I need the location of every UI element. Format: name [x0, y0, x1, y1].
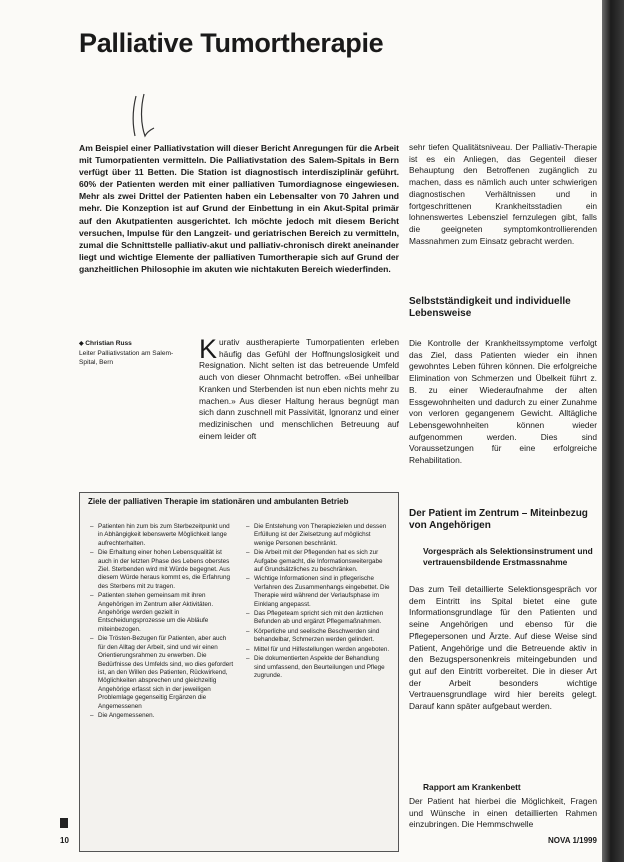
subheading-bedside-report: Rapport am Krankenbett: [423, 782, 521, 792]
body-text: urativ austherapierte Tumorpatienten erleben häufig das Gefühl der Hoffnungslosigkeit und Resignation. Nicht selten ist das betreuende Umfeld auch von dieser Ohnmacht betroffen. «Bei unheilbar Kranken und Sterbenden ist nun eben nichts mehr zu machen.» Aus dieser Haltung heraus begnügt man sich dann zuschnell mit Passivität, Ignoranz und einer medizinischen und menschlichen Betreuung auf einem leider oft: [199, 337, 399, 441]
goal-item: – Patienten stehen gemeinsam mit ihren Angehörigen im Zentrum aller Aktivitäten. Angehörige werden gezielt in Entscheidungsprozesse um die Abläufe miteinbezogen.: [90, 592, 234, 634]
goal-item: – Patienten hin zum bis zum Sterbezeitpunkt und in Abhängigkeit lebenswerte Möglichkeit lange aufrechterhalten.: [90, 523, 234, 548]
goal-item: – Die Angemessenen.: [90, 712, 234, 720]
page-binding-shadow: [602, 0, 624, 862]
right-column-bedside-text: Der Patient hat hierbei die Möglichkeit, Fragen und Wünsche in einen detaillierten Rahmen einzubringen. Die Hemmschwelle: [409, 796, 597, 830]
author-box: [79, 339, 191, 367]
goal-item: – Das Pflegeteam spricht sich mit den ärztlichen Befunden ab und ergänzt Pflegemaßnahmen.: [246, 610, 390, 627]
heading-independence: Selbstständigkeit und individuelle Lebensweise: [409, 296, 571, 319]
goal-item: – Körperliche und seelische Beschwerden sind behandelbar, Schmerzen werden gelindert.: [246, 628, 390, 645]
goal-item: – Die Erhaltung einer hohen Lebensqualität ist auch in der letzten Phase des Lebens oberstes Ziel. Sterbenden wird mit Würde begegnet. Aus diesem Würde heraus kommt es, die Erfahrung des Sterbens mit zu tragen.: [90, 549, 234, 591]
goal-item: – Mittel für und Hilfestellungen werden angeboten.: [246, 646, 390, 654]
subheading-pre-talk: Vorgespräch als Selektionsinstrument und vertrauensbildende Erstmassnahme: [423, 546, 593, 567]
goal-item: – Die dokumentierten Aspekte der Behandlung sind umfassend, den Beurteilungen und Pflege zugrunde.: [246, 655, 390, 680]
goal-item: – Die Trösten-Bezugen für Patienten, aber auch für den Alltag der Arbeit, sind und wir einen Orientierungsrahmen zu erwerben. Die Bedürfnisse des Umfelds sind, wo dies gefordert ist, an den Willen des Patienten, Rückwirkend, Möglichkeiten absprechen und gleichzeitig Angehörige erfasst sich in der jeweiligen Problemlage gegenseitig Ergänzen die Angemessenen: [90, 635, 234, 711]
goals-list-right: [246, 523, 390, 721]
goal-item: – Die Entstehung von Therapiezielen und dessen Erfüllung ist der Zielsetzung auf möglichst wenige Personen beschränkt.: [246, 523, 390, 548]
right-column-independence-text: Die Kontrolle der Krankheitssymptome verfolgt das Ziel, dass Patienten wieder ein ihnen gewohntes Leben führen können. Die erfolgreiche Elimination von Schmerzen und Übelkeit führt z. B. zu einer Wiederaufnahme der alten Essgewohnheiten und dadurch zu einer Zunahme von verloren gegangenem Gewicht. Alltägliche Lebensgewohnheiten können wieder aufgenommen werden. Dies sind Voraussetzungen für eine erfolgreiche Rehabilitation.: [409, 338, 597, 466]
article-intro: Am Beispiel einer Palliativstation will dieser Bericht Anregungen für die Arbeit mit Tumorpatienten vermitteln. Die Palliativstation des Salem-Spitals in Bern verfügt über 11 Betten. Die Station ist diagnostisch interdisziplinär geführt. 60% der Patienten werden mit einer palliativen Tumordiagnose eingewiesen. Mehr als zwei Drittel der Patienten haben ein Lebensalter von 70 Jahren und mehr. Die Konzeption ist auf Grund der Einbettung in ein Akut-Spital primär auf den Akutpatienten ausgerichtet. Ich möchte jedoch mit diesem Bericht versuchen, Impulse für den Langzeit- und geriatrischen Bereich zu vermitteln, zumal die Schnittstelle palliativ-akut und palliativ-chronisch direkt aneinander liegt und wichtige Elemente der palliativen Tumortherapie sich auf Grund der ganzheitlichen Philosophie im akuten wie nichtakuten Bereich wiederfinden.: [79, 143, 399, 274]
page-number: 10: [60, 836, 69, 845]
body-text-first: [199, 334, 399, 442]
handwritten-mark: [128, 92, 158, 140]
goal-item: – Wichtige Informationen sind in pflegerische Verfahren des Zusammenhangs eingebettet. Die Therapie wird während der Verlaufsphase im Einklang angepasst.: [246, 575, 390, 609]
goals-box: [79, 492, 399, 852]
publication-folio: NOVA 1/1999: [548, 836, 597, 845]
right-column-pre-talk-text: Das zum Teil detaillierte Selektionsgespräch vor dem Eintritt ins Spital bietet eine gute Informationsgrundlage für den Patienten und seine Angehörigen und ebenso für die Pflegepersonen und Ärzte. Auf diese Weise sind Patient, Angehörige und die Betreuende aktiv in den Bezugspersonenkreis miteingebunden und gut auf den Eintritt vorbereitet. Die in dieser Art der Arbeit besonders wichtige Vertrauensgrundlage wird hier bereits gelegt. Darauf kann später aufgebaut werden.: [409, 584, 597, 712]
goal-item: – Die Arbeit mit der Pflegenden hat es sich zur Aufgabe gemacht, die Informationsweitergabe auf Grundsätzliches zu beschränken.: [246, 549, 390, 574]
right-column-continuation: sehr tiefen Qualitätsniveau. Der Palliativ-Therapie ist es ein Anliegen, das Gegenteil dieser Behauptung den Betroffenen zugänglich zu machen, dass es nämlich auch unter schwierigen diagnostischen Verhältnissen und in fortgeschrittenen Krankheitsstadien ein lohnenswertes Lebensziel fernzulegen gibt, falls die geeigneten symptomkontrollierenden Massnahmen zum Einsatz gebracht werden.: [409, 142, 597, 246]
goals-box-title: Ziele der palliativen Therapie im stationären und ambulanten Betrieb: [88, 497, 349, 506]
goals-list-left: [90, 523, 234, 721]
article-title: Palliative Tumortherapie: [79, 28, 384, 58]
heading-patient-centre: Der Patient im Zentrum – Miteinbezug von Angehörigen: [409, 508, 588, 531]
print-mark: [60, 818, 68, 828]
drop-cap: K: [199, 334, 218, 364]
author-name: ◆ Christian Russ: [79, 339, 191, 349]
author-role: Leiter Palliativstation am Salem-Spital, Bern: [79, 350, 174, 366]
